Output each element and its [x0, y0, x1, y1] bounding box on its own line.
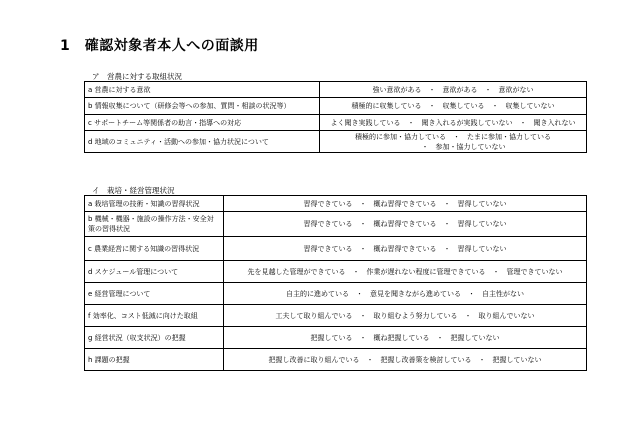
row-label: a 栽培管理の技術・知識の習得状況 — [85, 196, 224, 212]
row-label: e 経営管理について — [85, 283, 224, 305]
table-row — [85, 131, 587, 153]
table-row — [85, 98, 587, 115]
row-options: 自主的に進めている ・ 意見を聞きながら進めている ・ 自主性がない — [224, 283, 587, 305]
table-row — [85, 261, 587, 283]
row-options: 強い意欲がある ・ 意欲がある ・ 意欲がない — [320, 82, 587, 98]
row-label: b 情報収集について（研修会等への参加、質問・相談の状況等） — [85, 98, 320, 115]
row-options: よく聞き実践している ・ 聞き入れるが実践していない ・ 聞き入れない — [320, 115, 587, 131]
row-options: 把握し改善に取り組んでいる ・ 把握し改善策を検討している ・ 把握していない — [224, 349, 587, 371]
section-a-table — [84, 81, 587, 153]
page-title: 1 確認対象者本人への面談用 — [60, 38, 259, 54]
table-row — [85, 283, 587, 305]
row-options: 把握している ・ 概ね把握している ・ 把握していない — [224, 327, 587, 349]
row-label: c 農業経営に関する知識の習得状況 — [85, 237, 224, 261]
table-row — [85, 196, 587, 212]
section-b-table — [84, 195, 587, 371]
row-label: h 課題の把握 — [85, 349, 224, 371]
row-options: 習得できている ・ 概ね習得できている ・ 習得していない — [224, 196, 587, 212]
row-label: a 営農に対する意欲 — [85, 82, 320, 98]
row-label: d 地域のコミュニティ・活動への参加・協力状況について — [85, 131, 320, 153]
table-row — [85, 305, 587, 327]
table-row — [85, 237, 587, 261]
table-row — [85, 349, 587, 371]
row-options: 先を見越した管理ができている ・ 作業が遅れない程度に管理できている ・ 管理できていない — [224, 261, 587, 283]
table-row — [85, 82, 587, 98]
row-options: 積極的に収集している ・ 収集している ・ 収集していない — [320, 98, 587, 115]
row-label: d スケジュール管理について — [85, 261, 224, 283]
row-options: 工夫して取り組んでいる ・ 取り組むよう努力している ・ 取り組んでいない — [224, 305, 587, 327]
row-options: 習得できている ・ 概ね習得できている ・ 習得していない — [224, 212, 587, 237]
row-label: b 機械・機器・施設の操作方法・安全対策の習得状況 — [85, 212, 224, 237]
table-row — [85, 115, 587, 131]
row-label: f 効率化、コスト低減に向けた取組 — [85, 305, 224, 327]
row-options: 積極的に参加・協力している ・ たまに参加・協力している ・ 参加・協力していない — [320, 131, 587, 153]
table-row — [85, 212, 587, 237]
table-row — [85, 327, 587, 349]
section-a-title: ア 営農に対する取組状況 — [92, 72, 182, 81]
row-options: 習得できている ・ 概ね習得できている ・ 習得していない — [224, 237, 587, 261]
section-b-title: イ 栽培・経営管理状況 — [92, 186, 175, 195]
row-label: c サポートチーム等関係者の助言・指導への対応 — [85, 115, 320, 131]
row-label: g 経営状況（収支状況）の把握 — [85, 327, 224, 349]
